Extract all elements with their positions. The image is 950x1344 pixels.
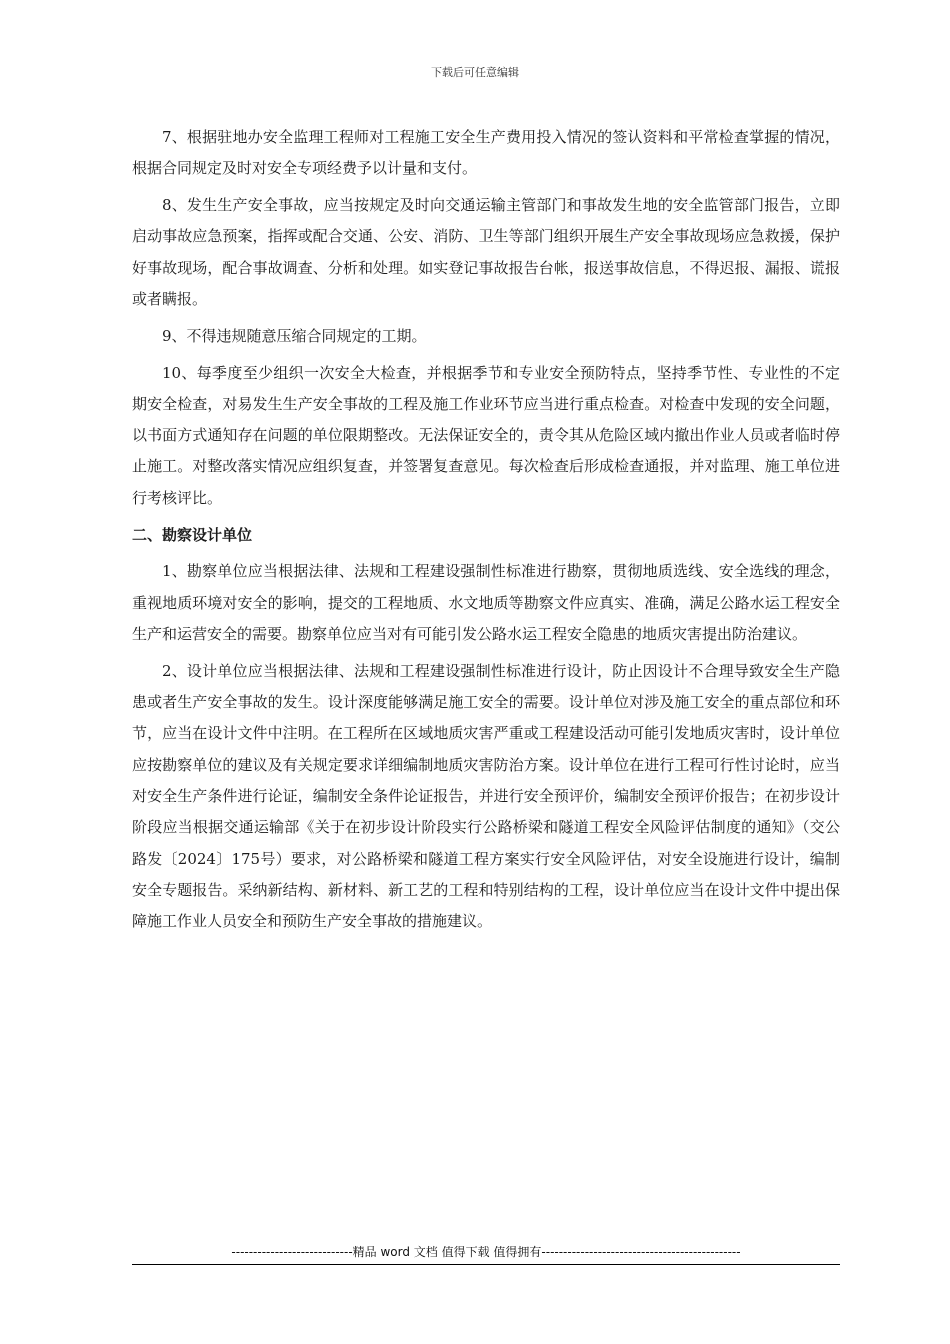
paragraph-item-7: 7、根据驻地办安全监理工程师对工程施工安全生产费用投入情况的签认资料和平常检查掌握的情况，根据合同规定及时对安全专项经费予以计量和支付。 xyxy=(132,128,840,178)
paragraph-survey-unit: 1、勘察单位应当根据法律、法规和工程建设强制性标准进行勘察，贯彻地质选线、安全选线的理念，重视地质环境对安全的影响，提交的工程地质、水文地质等勘察文件应真实、准确，满足公路水运工程安全生产和运营安全的需要。勘察单位应当对有可能引发公路水运工程安全隐患的地质灾害提出防治建议。 xyxy=(132,562,840,643)
page-footer xyxy=(132,1243,840,1265)
paragraph-item-9: 9、不得违规随意压缩合同规定的工期。 xyxy=(162,326,427,345)
paragraph-item-10: 10、每季度至少组织一次安全大检查，并根据季节和专业安全预防特点，坚持季节性、专业性的不定期安全检查，对易发生生产安全事故的工程及施工作业环节应当进行重点检查。对检查中发现的安全问题，以书面方式通知存在问题的单位限期整改。无法保证安全的，责令其从危险区域内撤出作业人员或者临时停止施工。对整改落实情况应组织复查，并签署复查意见。每次检查后形成检查通报，并对监理、施工单位进行考核评比。 xyxy=(132,363,840,507)
paragraph-item-8: 8、发生生产安全事故，应当按规定及时向交通运输主管部门和事故发生地的安全监管部门报告，立即启动事故应急预案，指挥或配合交通、公安、消防、卫生等部门组织开展生产安全事故现场应急救援，保护好事故现场，配合事故调查、分析和处理。如实登记事故报告台帐，报送事故信息，不得迟报、漏报、谎报或者瞒报。 xyxy=(132,196,840,308)
footer-rule xyxy=(132,1264,840,1265)
section-heading-survey-design: 二、勘察设计单位 xyxy=(132,525,253,544)
paragraph-design-unit: 2、设计单位应当根据法律、法规和工程建设强制性标准进行设计，防止因设计不合理导致安全生产隐患或者生产安全事故的发生。设计深度能够满足施工安全的需要。设计单位对涉及施工安全的重点部位和环节，应当在设计文件中注明。在工程所在区域地质灾害严重或工程建设活动可能引发地质灾害时，设计单位应按勘察单位的建议及有关规定要求详细编制地质灾害防治方案。设计单位在进行工程可行性讨论时，应当对安全生产条件进行论证，编制安全条件论证报告，并进行安全预评价，编制安全预评价报告；在初步设计阶段应当根据交通运输部《关于在初步设计阶段实行公路桥梁和隧道工程安全风险评估制度的通知》（交公路发〔2024〕175号）要求，对公路桥梁和隧道工程方案实行安全风险评估，对安全设施进行设计，编制安全专题报告。采纳新结构、新材料、新工艺的工程和特别结构的工程，设计单位应当在设计文件中提出保障施工作业人员安全和预防生产安全事故的措施建议。 xyxy=(132,661,840,931)
document-body xyxy=(132,122,840,943)
footer-text: ----------------------------精品 word 文档 值得下载 值得拥有---------------------------------------------- xyxy=(231,1245,741,1259)
page-header: 下载后可任意编辑 xyxy=(431,66,519,79)
